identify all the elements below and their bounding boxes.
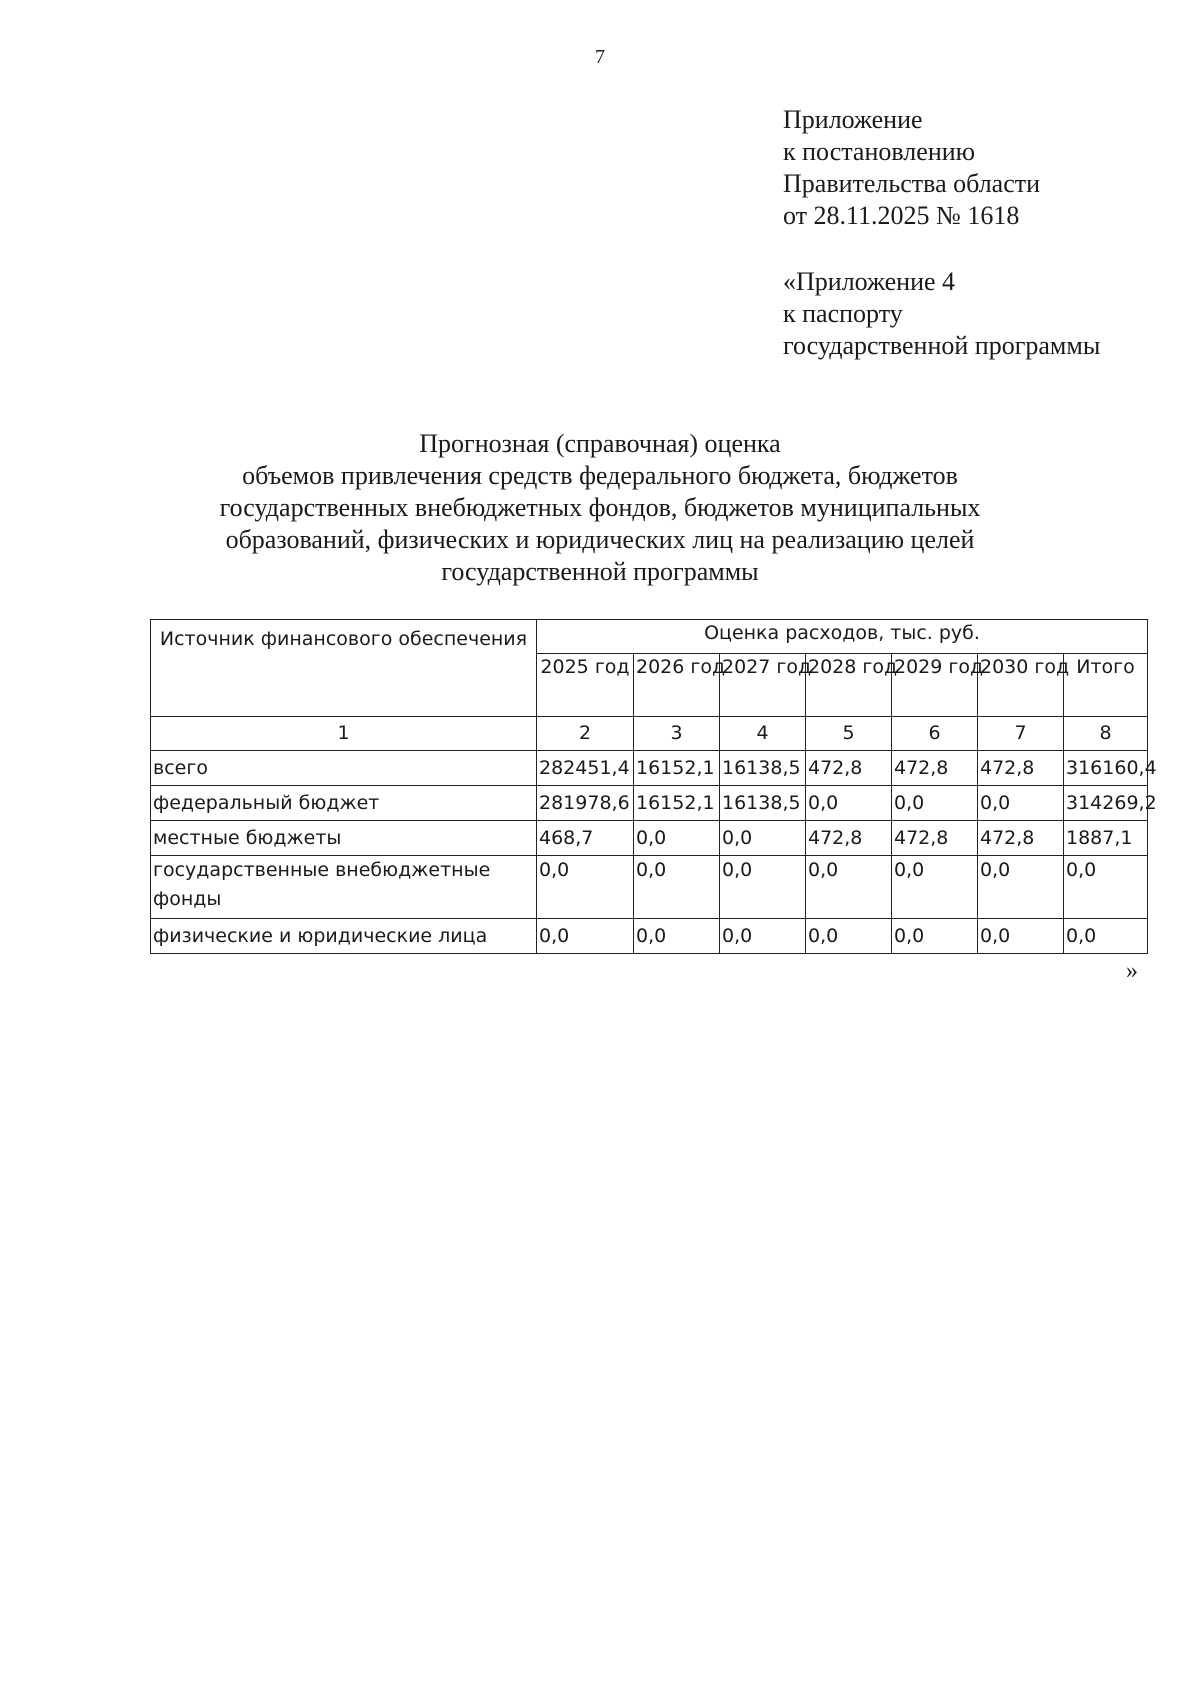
table-cell: 0,0 (892, 856, 978, 919)
table-cell: 16152,1 (634, 786, 720, 821)
table-cell: 16138,5 (720, 751, 806, 786)
column-number: 1 (151, 717, 537, 751)
row-label: федеральный бюджет (151, 786, 537, 821)
year-header: 2026 год (634, 654, 720, 717)
source-header: Источник финансового обеспечения (151, 620, 537, 717)
table-cell: 0,0 (1064, 856, 1148, 919)
table-cell: 472,8 (806, 751, 892, 786)
column-number: 5 (806, 717, 892, 751)
table-row (151, 751, 1148, 786)
table-row (151, 821, 1148, 856)
title-line: государственной программы (441, 557, 759, 586)
column-number: 3 (634, 717, 720, 751)
title-line: Прогнозная (справочная) оценка (419, 429, 781, 458)
table-row (151, 786, 1148, 821)
table-row (151, 856, 1148, 919)
column-number: 7 (978, 717, 1064, 751)
table-cell: 472,8 (978, 821, 1064, 856)
year-header: 2029 год (892, 654, 978, 717)
appendix-inner-line: государственной программы (783, 331, 1101, 360)
table-cell: 0,0 (806, 856, 892, 919)
table-cell: 0,0 (720, 919, 806, 954)
table-cell: 1887,1 (1064, 821, 1148, 856)
table-cell: 0,0 (892, 786, 978, 821)
total-header: Итого (1064, 654, 1148, 717)
table-cell: 472,8 (892, 821, 978, 856)
table-cell: 0,0 (634, 856, 720, 919)
table-cell: 472,8 (892, 751, 978, 786)
appendix-line: от 28.11.2025 № 1618 (783, 201, 1020, 230)
column-number: 2 (537, 717, 634, 751)
table-cell: 0,0 (892, 919, 978, 954)
column-number: 4 (720, 717, 806, 751)
table-cell: 0,0 (806, 786, 892, 821)
column-number: 8 (1064, 717, 1148, 751)
table-cell: 468,7 (537, 821, 634, 856)
table-row (151, 919, 1148, 954)
estimate-header: Оценка расходов, тыс. руб. (537, 620, 1148, 654)
column-number: 6 (892, 717, 978, 751)
title-line: государственных внебюджетных фондов, бюджетов муниципальных (219, 493, 981, 522)
table-cell: 0,0 (978, 856, 1064, 919)
appendix-inner-line: к паспорту (783, 299, 903, 328)
row-label: всего (151, 751, 537, 786)
financing-table (150, 619, 1157, 954)
page-number: 7 (595, 46, 605, 68)
document-title (150, 428, 1050, 588)
table-cell: 314269,2 (1064, 786, 1148, 821)
title-line: образований, физических и юридических лиц на реализацию целей (225, 525, 975, 554)
table-cell: 0,0 (720, 856, 806, 919)
table-cell: 0,0 (806, 919, 892, 954)
table-cell: 16152,1 (634, 751, 720, 786)
table-cell: 0,0 (978, 919, 1064, 954)
table-cell: 0,0 (537, 856, 634, 919)
row-label: государственные внебюджетные фонды (151, 856, 537, 919)
table-cell: 16138,5 (720, 786, 806, 821)
table-cell: 0,0 (537, 919, 634, 954)
appendix-line: Правительства области (783, 169, 1041, 198)
table-cell: 0,0 (634, 919, 720, 954)
table-cell: 0,0 (634, 821, 720, 856)
appendix-line: Приложение (783, 105, 923, 134)
table-cell: 316160,4 (1064, 751, 1148, 786)
row-label: местные бюджеты (151, 821, 537, 856)
table-cell: 0,0 (978, 786, 1064, 821)
appendix-header (783, 104, 1040, 232)
year-header: 2028 год (806, 654, 892, 717)
year-header: 2025 год (537, 654, 634, 717)
appendix-inner-header (783, 266, 1100, 362)
table-cell: 0,0 (1064, 919, 1148, 954)
title-line: объемов привлечения средств федерального бюджета, бюджетов (242, 461, 958, 490)
closing-quote: » (1126, 958, 1138, 984)
year-header: 2030 год (978, 654, 1064, 717)
year-header: 2027 год (720, 654, 806, 717)
table-cell: 472,8 (806, 821, 892, 856)
table-cell: 282451,4 (537, 751, 634, 786)
row-label: физические и юридические лица (151, 919, 537, 954)
appendix-line: к постановлению (783, 137, 976, 166)
table-cell: 281978,6 (537, 786, 634, 821)
appendix-inner-line: «Приложение 4 (783, 267, 956, 296)
table-cell: 472,8 (978, 751, 1064, 786)
table-cell: 0,0 (720, 821, 806, 856)
